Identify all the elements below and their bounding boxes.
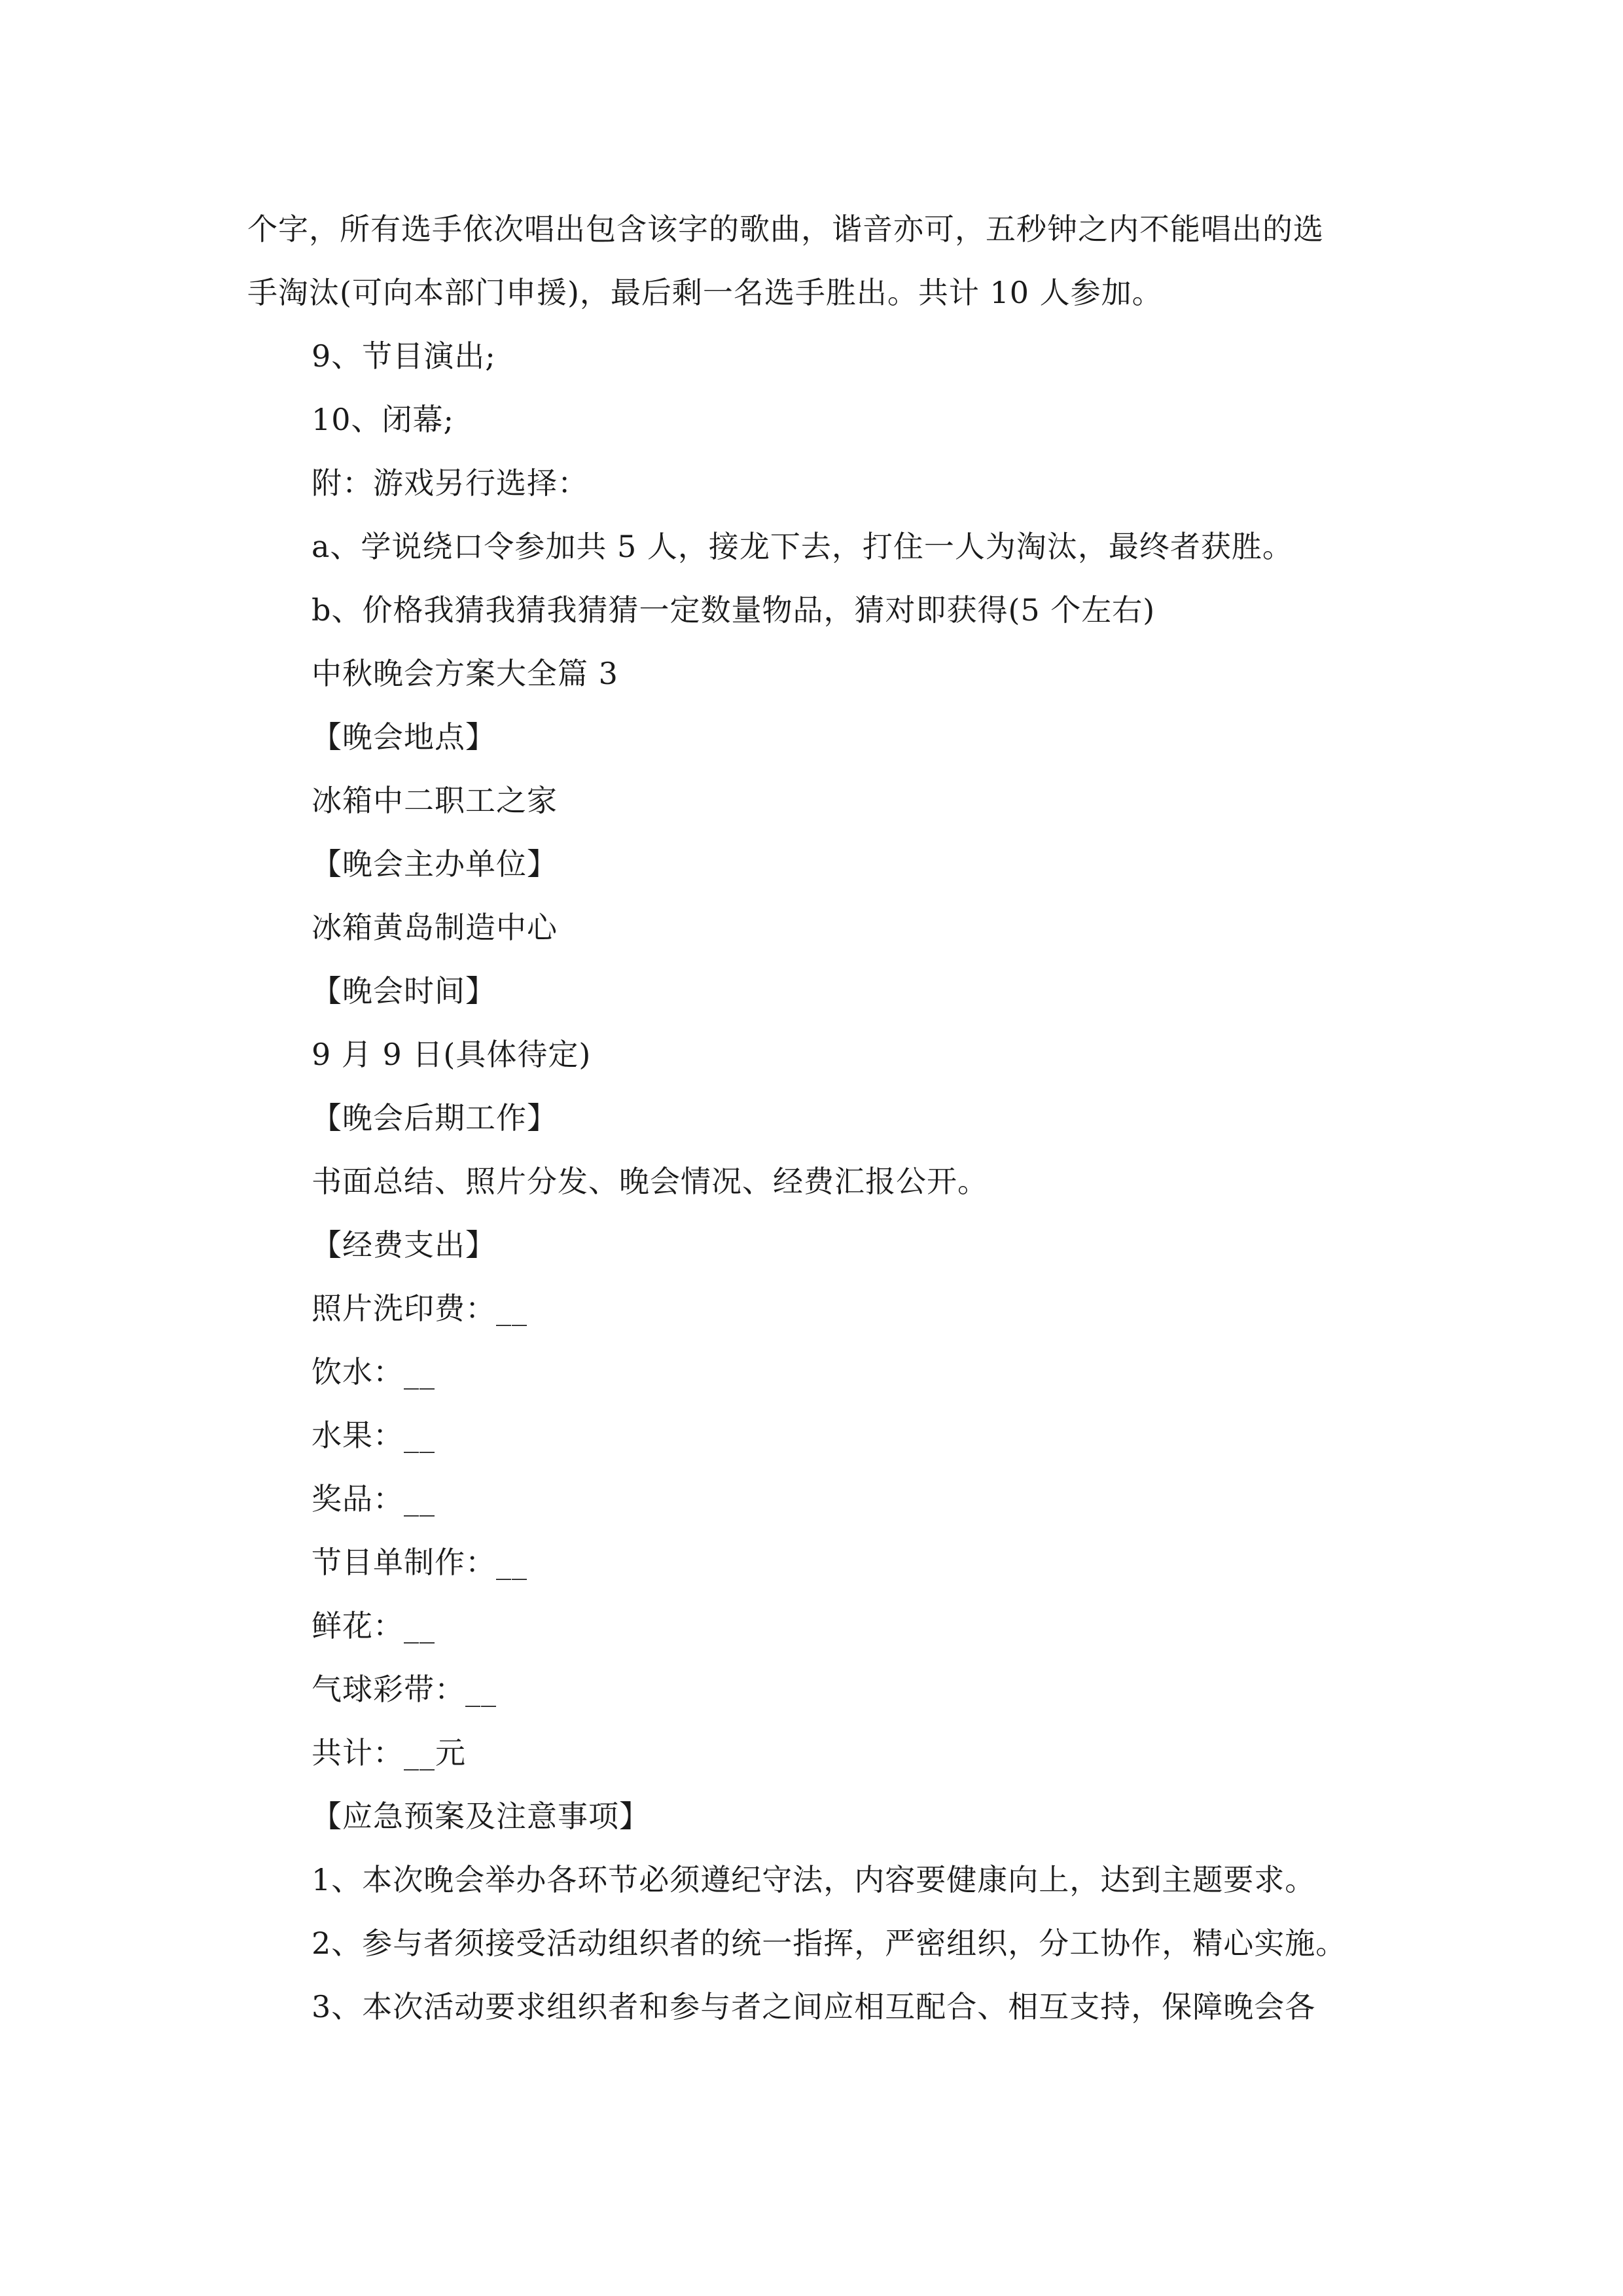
expense-item-water: 饮水：__ — [312, 1354, 435, 1390]
organizer-heading: 【晚会主办单位】 — [312, 846, 558, 882]
expense-total: 共计：__元 — [312, 1735, 466, 1770]
section-title: 中秋晚会方案大全篇 3 — [312, 656, 618, 691]
expense-item-program: 节目单制作：__ — [312, 1545, 527, 1580]
appendix-heading: 附：游戏另行选择： — [312, 465, 588, 501]
time-text: 9 月 9 日(具体待定) — [312, 1037, 592, 1072]
time-heading: 【晚会时间】 — [312, 973, 496, 1009]
emergency-item-2: 2、参与者须接受活动组织者的统一指挥，严密组织，分工协作，精心实施。 — [312, 1926, 1347, 1961]
followup-text: 书面总结、照片分发、晚会情况、经费汇报公开。 — [312, 1164, 988, 1199]
list-item-9: 9、节目演出; — [312, 338, 496, 374]
game-option-b: b、价格我猜我猜我猜猜一定数量物品，猜对即获得(5 个左右) — [312, 592, 1156, 628]
expense-item-photo: 照片洗印费：__ — [312, 1291, 527, 1326]
expense-item-fruit: 水果：__ — [312, 1418, 435, 1453]
paragraph-line-2: 手淘汰(可向本部门申援)，最后剩一名选手胜出。共计 10 人参加。 — [247, 275, 1163, 310]
venue-text: 冰箱中二职工之家 — [312, 783, 558, 818]
expense-item-balloons: 气球彩带：__ — [312, 1672, 497, 1707]
expense-heading: 【经费支出】 — [312, 1227, 496, 1263]
followup-heading: 【晚会后期工作】 — [312, 1100, 558, 1136]
emergency-item-1: 1、本次晚会举办各环节必须遵纪守法，内容要健康向上，达到主题要求。 — [312, 1862, 1316, 1897]
organizer-text: 冰箱黄岛制造中心 — [312, 910, 558, 945]
game-option-a: a、学说绕口令参加共 5 人，接龙下去，打住一人为淘汰，最终者获胜。 — [312, 529, 1293, 564]
expense-item-flowers: 鲜花：__ — [312, 1608, 435, 1643]
emergency-item-3: 3、本次活动要求组织者和参与者之间应相互配合、相互支持，保障晚会各 — [312, 1989, 1316, 2024]
emergency-heading: 【应急预案及注意事项】 — [312, 1799, 650, 1834]
list-item-10: 10、闭幕; — [312, 402, 455, 437]
paragraph-line-1: 个字，所有选手依次唱出包含该字的歌曲，谐音亦可，五秒钟之内不能唱出的选 — [247, 211, 1324, 247]
venue-heading: 【晚会地点】 — [312, 719, 496, 755]
expense-item-prizes: 奖品：__ — [312, 1481, 435, 1516]
